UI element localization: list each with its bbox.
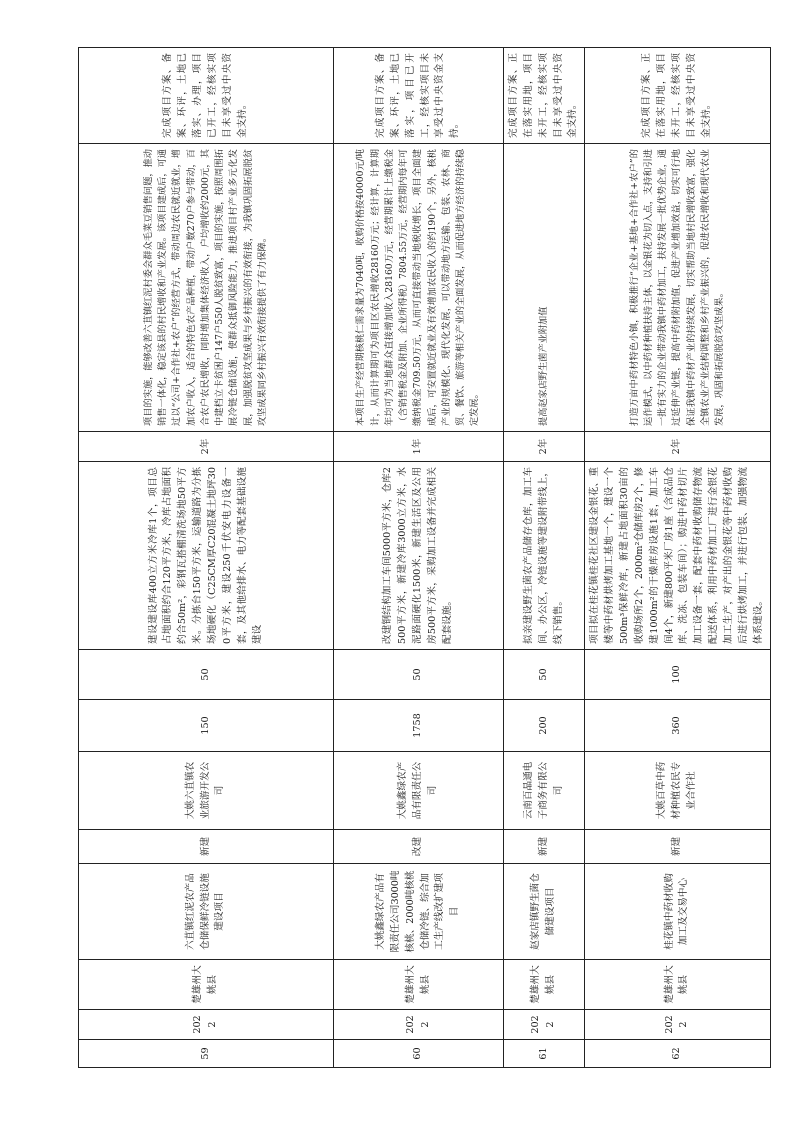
table-row	[334, 48, 504, 1068]
cell-county: 楚雄州大姚县	[585, 960, 770, 1010]
cell-type: 新建	[585, 830, 770, 864]
table-row	[504, 48, 585, 1068]
cell-project-name: 桂花镇中药材收购加工及交易中心	[585, 864, 770, 960]
cell-fund: 50	[79, 650, 334, 700]
cell-total-investment: 150	[79, 700, 334, 752]
cell-status: 完成项目方案、备案、环评，土地已落实、办理，项目已开工，经核实项目未享受过中央资金支持。	[79, 48, 334, 144]
cell-owner: 大姚鑫绿农产品有限责任公司	[334, 752, 504, 830]
cell-status: 完成项目方案、正在落实用地，项目未开工，经核实项目未享受过中央资金支持。	[585, 48, 770, 144]
cell-benefit: 本项目生产经营期核桃仁需求量为7040吨，收购价格按40000元/吨计，从而计算期可为项目区农民增收28160万元；经计算，计算期年均可为当地群众直接增加收入28160万元，经营期累计上缴税金（含销售税金及附加、企业所得税）7804.55万元，经营期内每年可缴纳税金709.50万元，从而可直接带动当地税收增长，项目全面建成后，可安置就近就业及有效增加农民收入的约190个，另外，核桃产业的规模化、现代化发展，可以带动地方运输、包装、农林、商贸、餐饮、旅游等相关产业的全面发展，从而促进地方经济的持续稳定发展。	[334, 144, 504, 432]
cell-county: 楚雄州大姚县	[334, 960, 504, 1010]
cell-content: 项目拟在桂花镇桂花社区建设金银花、重楼等中药材烘烤加工基地一个，建设一个500m³保鲜冷库，新建占地面积30亩的收购场所2个，2000m²仓储库房2个，修建1000m²的干燥库房设施1套，加工车间4个，新建800平米厂房1座（含成品仓库、洗冻、包装车间）；购进中药材切片加工设备一套，配套中药材收购储存物流配送体系，利用中药材加工厂进行金银花加工生产，对产出的金银花等中药材收购后进行烘烤加工，并进行包装、加强物流体系建设。	[585, 462, 770, 650]
cell-no: 60	[334, 1040, 504, 1068]
cell-content: 建设建设库400立方米冷库1个，项目总占地面积约合120平方米，冷库占地面积约合50m²，彩钢瓦搭棚清洗场地50平方米。分拣台150平方米，运输道路为分拣场地硬化（C25CM厚C20混凝土地坪300平方米，建设250千伏安电力设备一套，及其他给排水、电力等配套基础设施建设	[79, 462, 334, 650]
cell-benefit: 打造万亩中药材特色小镇，积极推行“企业+基地+合作社+农户”的运作模式，以中药材种植扶持主体，以金银花为切入点，支持和引进一批有实力的企业带动我镇中药材加工，扶持发展一批优势企业，通过延伸产业链，提高中药材附加值，促进产业增加效益，切实可行地保证我镇中药材产业的持续发展，切实帮助当地村民增收致富，强化全镇农业产业结构调整和乡村产业振兴的，促进农民增收和现代农业发展，巩固和拓展脱贫攻坚成果。	[585, 144, 770, 432]
cell-period: 2年	[79, 432, 334, 462]
cell-project-name: 六苴镇红泥农产品仓储保鲜冷链设施建设项目	[79, 864, 334, 960]
cell-type: 改建	[334, 830, 504, 864]
rotated-table-container	[78, 48, 764, 1068]
cell-content: 拟亲建设野生菌农产品储存仓库，加工车间、办公区，冷链设施等建设附带线上，线下销售。	[504, 462, 585, 650]
cell-status: 完成项目方案、备案、环评，土地已落实，项目已开工，经核实项目未享受过中央资金支持。	[334, 48, 504, 144]
cell-benefit: 项目的实施，能够改善六苴镇红泥村委会群众毛菜豆销售问题，推动销售一体化，稳定该县的村民增收和产业发展。该项目建成后，可通过以“公司+合作社+农户”的经营方式，带动周边农民就近就业，增加农户收入，适合的特色农产品种植，带动户数270户参与带动，百合农户农民增收，同时增加集体经济收入，户均增收约2000元，其中建档立卡贫困户147户550人脱贫致富，项目的实施，按照周围拓展冷链仓储设施，使群众抵御风险能力，推进项目村产业多元化发展，加强脱贫攻坚成果与乡村振兴的有效衔接，为我镇巩固拓展脱贫攻坚成果同乡村振兴有效衔接提供了有力保障。	[79, 144, 334, 432]
cell-no: 62	[585, 1040, 770, 1068]
cell-fund: 100	[585, 650, 770, 700]
cell-year: 2022	[585, 1010, 770, 1040]
cell-type: 新建	[79, 830, 334, 864]
cell-period: 1年	[334, 432, 504, 462]
cell-type: 新建	[504, 830, 585, 864]
project-table	[78, 47, 771, 1068]
cell-year: 2022	[79, 1010, 334, 1040]
table-row	[79, 48, 334, 1068]
cell-period: 2年	[504, 432, 585, 462]
cell-project-name: 赵家店镇野生菌仓储建设项目	[504, 864, 585, 960]
cell-no: 61	[504, 1040, 585, 1068]
cell-status: 完成项目方案、正在落实用地，项目未开工，经核实项目未享受过中央资金支持。	[504, 48, 585, 144]
cell-benefit: 提高赵家店野生菌产业附加值	[504, 144, 585, 432]
cell-total-investment: 360	[585, 700, 770, 752]
cell-fund: 50	[334, 650, 504, 700]
cell-project-name: 大姚鑫绿农产品有限责任公司3000吨核桃、2000吨核桃仓储冷链、综合加工生产线改扩建项目	[334, 864, 504, 960]
cell-owner: 大姚百草中药材种植农民专业合作社	[585, 752, 770, 830]
cell-year: 2022	[334, 1010, 504, 1040]
cell-year: 2022	[504, 1010, 585, 1040]
cell-total-investment: 1758	[334, 700, 504, 752]
cell-owner: 大姚六苴镇农业旅游开发公司	[79, 752, 334, 830]
table-row	[585, 48, 770, 1068]
cell-period: 2年	[585, 432, 770, 462]
cell-county: 楚雄州大姚县	[504, 960, 585, 1010]
cell-county: 楚雄州大姚县	[79, 960, 334, 1010]
cell-fund: 50	[504, 650, 585, 700]
cell-content: 改建钢结构加工车间5000平方米，仓库2500平方米，新建冷库3000立方米，水泥路面硬化1500米，新建生活区及公用房500平方米，采购加工设备并完成相关配套设施。	[334, 462, 504, 650]
cell-owner: 云南百晶通电子商务有限公司	[504, 752, 585, 830]
cell-no: 59	[79, 1040, 334, 1068]
cell-total-investment: 200	[504, 700, 585, 752]
